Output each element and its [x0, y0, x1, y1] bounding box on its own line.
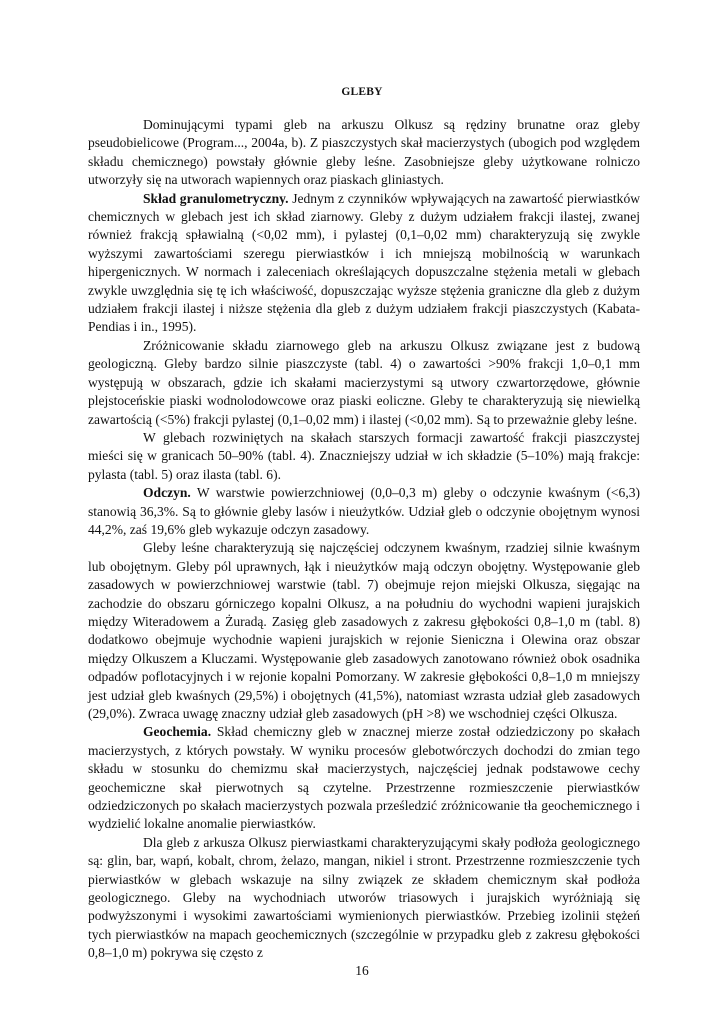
- paragraph-heading: Odczyn.: [143, 485, 191, 501]
- paragraph: [88, 337, 640, 429]
- paragraph: [88, 429, 640, 484]
- paragraph-text: Gleby leśne charakteryzują się najczęściej odczynem kwaśnym, rzadziej silnie kwaśnym lub obojętnym. Gleby pól uprawnych, łąk i nieużytków mają odczyn obojętny. Występowanie gleb zasadowych w powierzchniowej warstwie (tabl. 7) obejmuje rejon miejski Olkusza, sięgając na zachodzie do obszaru górniczego kopalni Olkusz, a na południu do wychodni wapieni jurajskich między Witeradowem a Żuradą. Zasięg gleb zasadowych z zakresu głębokości 0,8–1,0 m (tabl. 8) dodatkowo obejmuje wychodnie wapieni jurajskich w rejonie Sieniczna i Olewina oraz obszar między Olkuszem a Kluczami. Występowanie gleb zasadowych zanotowano również obok osadnika odpadów poflotacyjnych i w rejonie kopalni Pomorzany. W zakresie głębokości 0,8–1,0 m mniejszy jest udział gleb kwaśnych (29,5%) i obojętnych (41,5%), natomiast wzrasta udział gleb zasadowych (29,0%). Zwraca uwagę znaczny udział gleb zasadowych (pH >8) we wschodniej części Olkusza.: [88, 540, 640, 721]
- paragraph-text: W glebach rozwiniętych na skałach starszych formacji zawartość frakcji piaszczystej mieści się w granicach 50–90% (tabl. 4). Znaczniejszy udział w ich składzie (5–10%) mają frakcje: pylasta (tabl. 5) oraz ilasta (tabl. 6).: [88, 429, 640, 482]
- paragraph-text: Jednym z czynników wpływających na zawartość pierwiastków chemicznych w glebach jest ich skład ziarnowy. Gleby z dużym udziałem frakcji ilastej, zwanej również frakcją spławialną (<0,02 mm), i pylastej (0,1–0,02 mm) charakteryzują się zwykle wyższymi zawartościami szeregu pierwiastków i ich mniejszą mobilnością w warunkach hipergenicznych. W normach i zaleceniach określających dopuszczalne stężenia metali w glebach zwykle uwzględnia się tę ich właściwość, dopuszczając wyższe stężenia graniczne dla gleb z dużym udziałem frakcji ilastej i niższe stężenia dla gleb z dużym udziałem frakcji piaszczystych (Kabata-Pendias i in., 1995).: [88, 190, 640, 335]
- paragraph-heading: Geochemia.: [143, 724, 212, 740]
- paragraph: [88, 190, 640, 337]
- paragraph: [88, 484, 640, 539]
- paragraph-text: Dominującymi typami gleb na arkuszu Olkusz są rędziny brunatne oraz gleby pseudobielicowe (Program..., 2004a, b). Z piaszczystych skał macierzystych (ubogich pod względem składu chemicznego) powstały głównie gleby leśne. Zasobniejsze gleby użytkowane rolniczo utworzyły się na utworach wapiennych oraz piaskach gliniastych.: [88, 117, 640, 188]
- paragraph: [88, 116, 640, 190]
- paragraph-heading: Skład granulometryczny.: [143, 190, 289, 206]
- paragraph-text: Dla gleb z arkusza Olkusz pierwiastkami charakteryzującymi skały podłoża geologicznego są: glin, bar, wapń, kobalt, chrom, żelazo, mangan, nikiel i stront. Przestrzenne rozmieszczenie tych pierwiastków w glebach wskazuje na silny związek ze składem chemicznym skał podłoża geologicznego. Gleby na wychodniach utworów triasowych i jurajskich wyróżniają się podwyższonymi i wysokimi zawartościami wymienionych pierwiastków. Przebieg izolinii stężeń tych pierwiastków na mapach geochemicznych (szczególnie w przypadku gleb z zakresu głębokości 0,8–1,0 m) pokrywa się często z: [88, 834, 640, 961]
- section-title: GLEBY: [341, 86, 383, 98]
- paragraph: [88, 539, 640, 723]
- body-text: [88, 116, 640, 963]
- paragraph: [88, 723, 640, 833]
- page-number: 16: [355, 963, 369, 978]
- paragraph-text: Zróżnicowanie składu ziarnowego gleb na arkuszu Olkusz związane jest z budową geologiczną. Gleby bardzo silnie piaszczyste (tabl. 4) o zawartości >90% frakcji 1,0–0,1 mm występują w obszarach, gdzie ich skałami macierzystymi są utwory czwartorzędowe, głównie plejstoceńskie piaski wodnolodowcowe oraz piaski eoliczne. Gleby te charakteryzują się niewielką zawartością (<5%) frakcji pylastej (0,1–0,02 mm) i ilastej (<0,02 mm). Są to przeważnie gleby leśne.: [88, 337, 640, 427]
- paragraph: [88, 834, 640, 963]
- paragraph-text: Skład chemiczny gleb w znacznej mierze został odziedziczony po skałach macierzystych, z których powstały. W wyniku procesów glebotwórczych dochodzi do zmian tego składu w stosunku do chemizmu skał macierzystych, najczęściej jednak podstawowe cechy geochemiczne skał pierwotnych są czytelne. Przestrzenne rozmieszczenie pierwiastków odziedziczonych po skałach macierzystych pozwala prześledzić zróżnicowanie tła geochemicznego i wydzielić lokalne anomalie pierwiastków.: [88, 724, 640, 832]
- paragraph-text: W warstwie powierzchniowej (0,0–0,3 m) gleby o odczynie kwaśnym (<6,3) stanowią 36,3%. Są to głównie gleby lasów i nieużytków. Udział gleb o odczynie obojętnym wynosi 44,2%, zaś 19,6% gleb wykazuje odczyn zasadowy.: [88, 485, 640, 537]
